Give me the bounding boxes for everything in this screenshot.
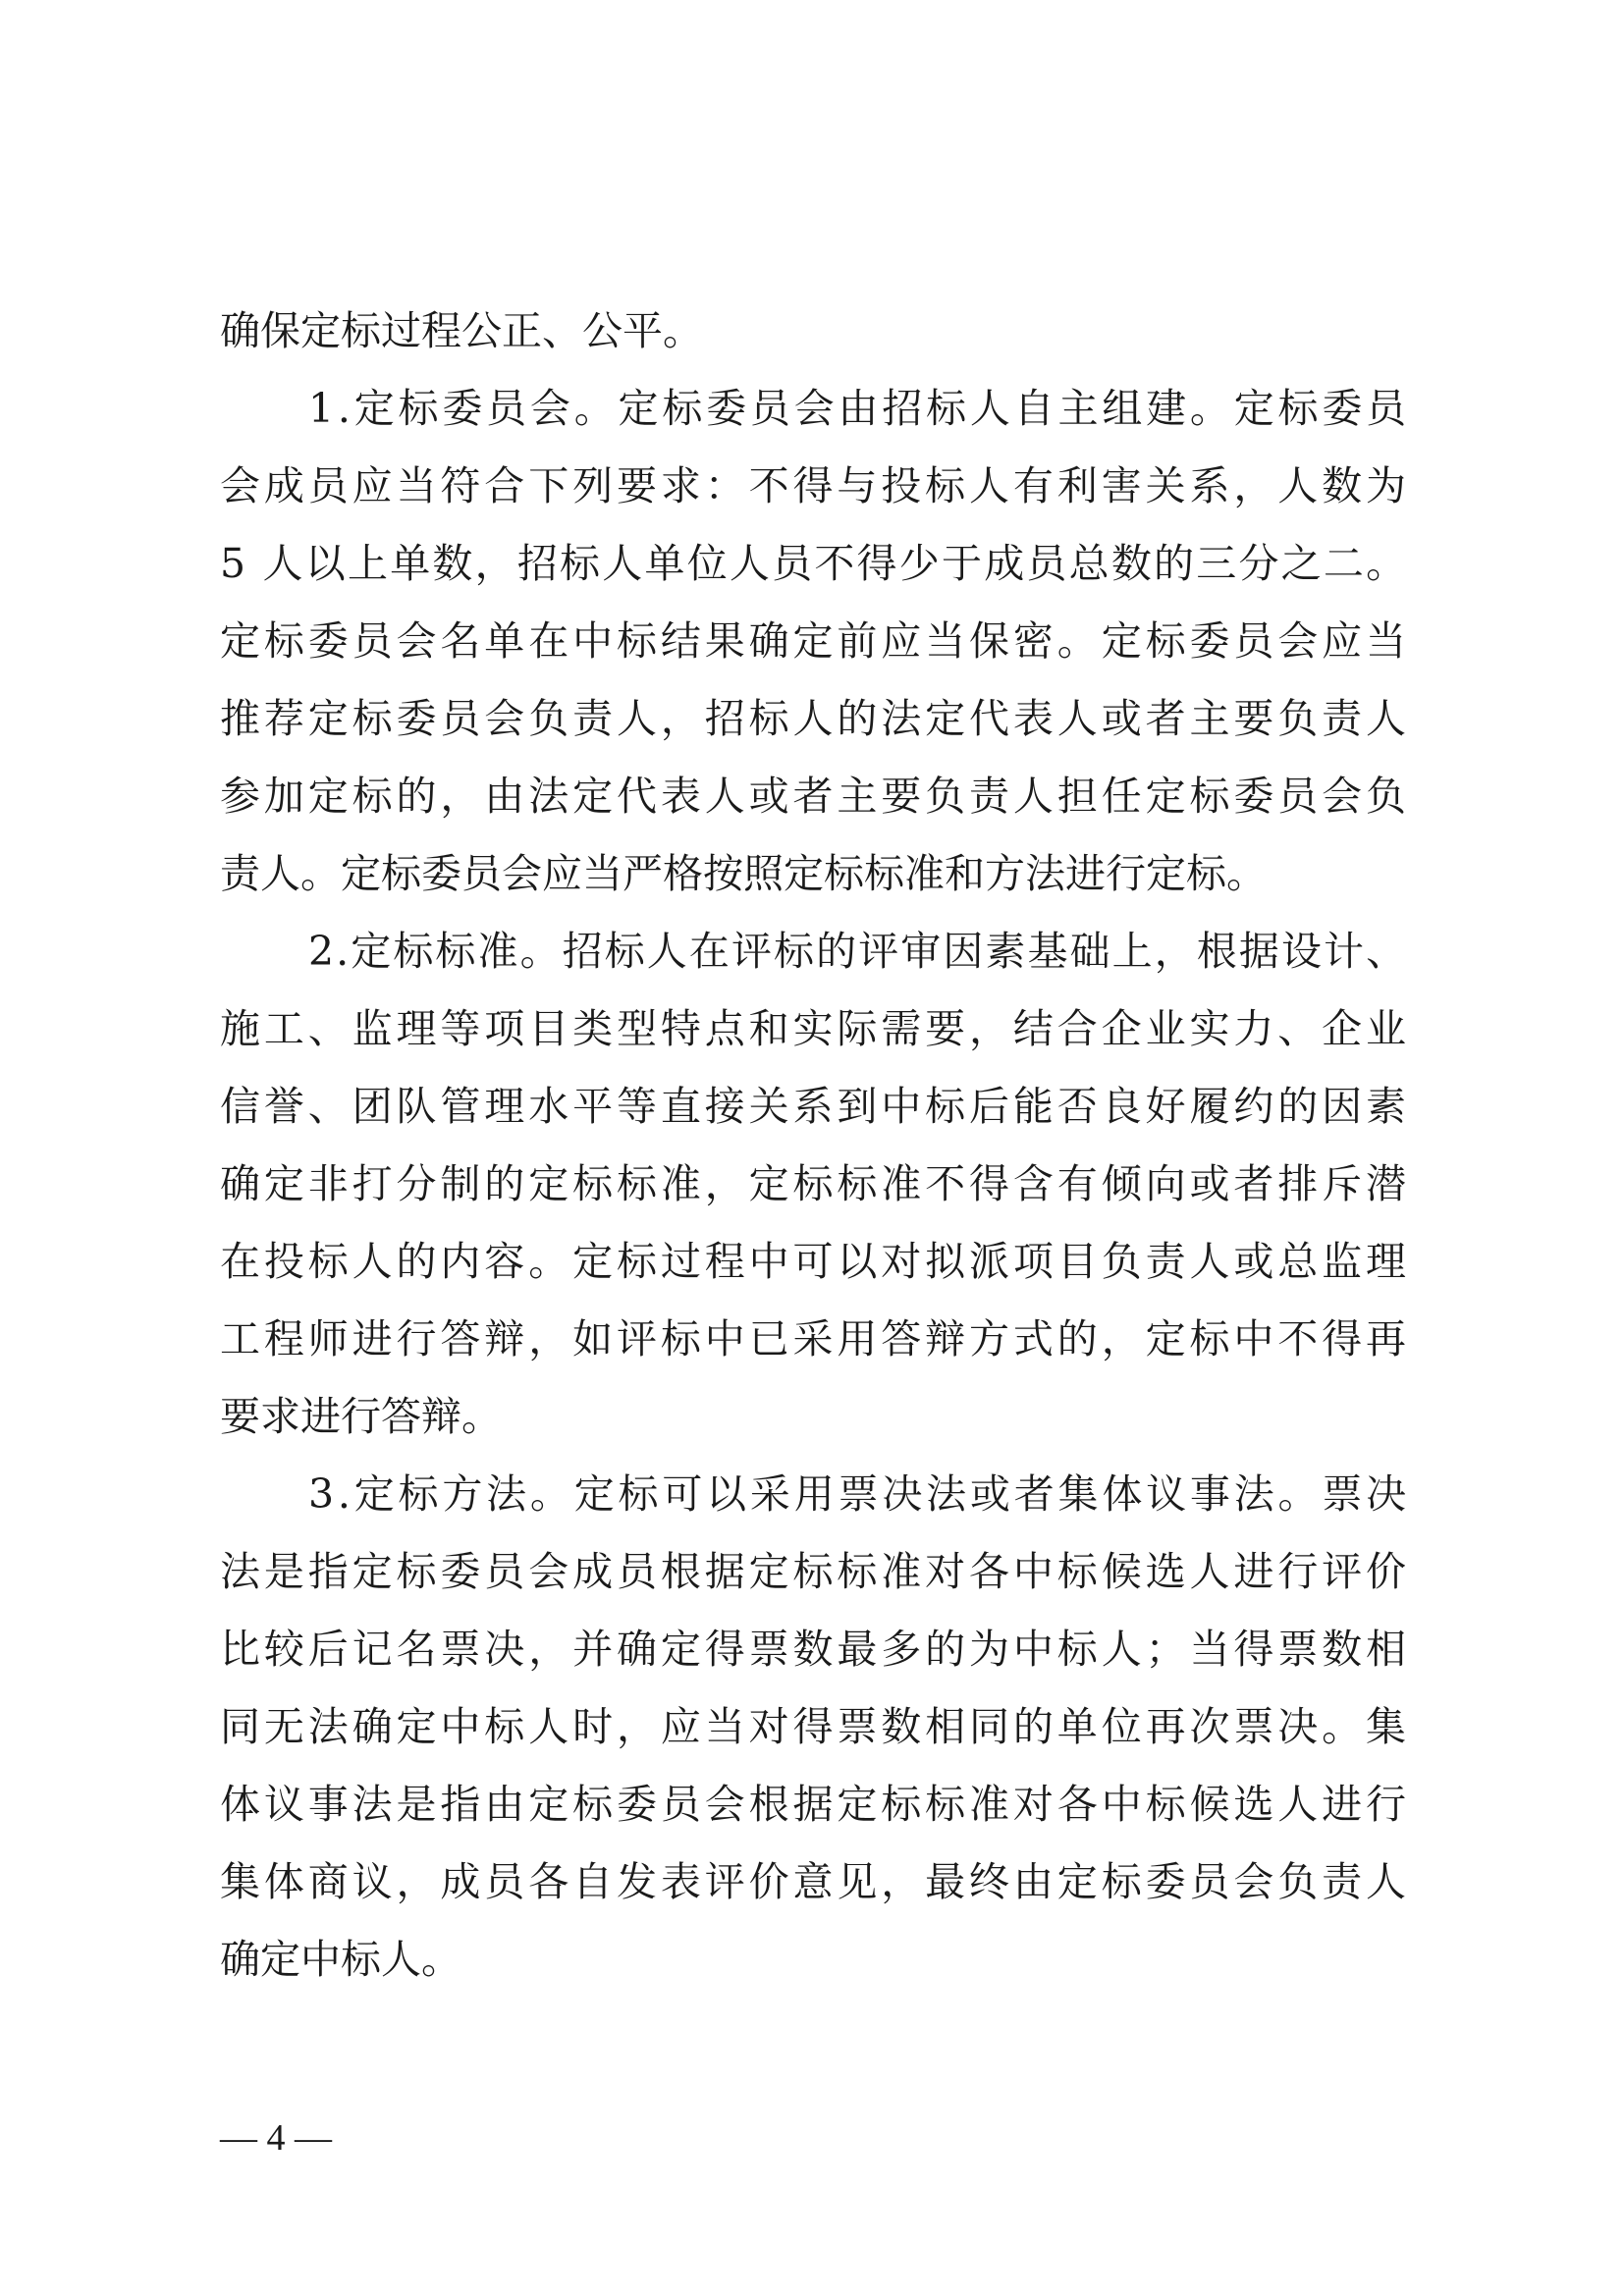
text-line [220, 293, 1406, 370]
text-line [220, 1921, 1406, 1999]
line-text: 会成员应当符合下列要求：不得与投标人有利害关系，人数为 [220, 462, 1410, 509]
text-line [220, 1068, 1410, 1146]
text-line [220, 1378, 1406, 1456]
line-text: 信誉、团队管理水平等直接关系到中标后能否良好履约的因素 [220, 1083, 1410, 1130]
page-number: — 4 — [220, 2117, 332, 2159]
text-line [220, 1301, 1410, 1378]
text-line [220, 603, 1410, 680]
line-text: 比较后记名票决，并确定得票数最多的为中标人；当得票数相 [220, 1626, 1410, 1673]
text-line [220, 835, 1406, 913]
text-line [220, 525, 1409, 603]
line-text: 定标委员会名单在中标结果确定前应当保密。定标委员会应当 [220, 617, 1410, 665]
text-line [220, 1766, 1410, 1843]
line-text: 施工、监理等项目类型特点和实际需要，结合企业实力、企业 [220, 1005, 1410, 1052]
text-line [220, 913, 1409, 990]
text-line [220, 370, 1410, 448]
text-line [220, 1146, 1410, 1223]
text-line [220, 448, 1410, 525]
line-text: 体议事法是指由定标委员会根据定标标准对各中标候选人进行 [220, 1781, 1410, 1828]
text-line [220, 680, 1410, 758]
body-text [220, 293, 1410, 1999]
line-text: 在投标人的内容。定标过程中可以对拟派项目负责人或总监理 [220, 1238, 1410, 1285]
line-text: 法是指定标委员会成员根据定标标准对各中标候选人进行评价 [220, 1548, 1410, 1595]
text-line [220, 1223, 1410, 1301]
line-text: 确保定标过程公正、公平。 [220, 307, 703, 354]
text-line [220, 990, 1410, 1068]
line-text: 1.定标委员会。定标委员会由招标人自主组建。定标委员 [308, 385, 1410, 432]
line-text: 确定非打分制的定标标准，定标标准不得含有倾向或者排斥潜 [220, 1160, 1410, 1207]
line-text: 同无法确定中标人时，应当对得票数相同的单位再次票决。集 [220, 1703, 1410, 1750]
text-line [220, 1843, 1410, 1921]
line-text: 参加定标的，由法定代表人或者主要负责人担任定标委员会负 [220, 773, 1410, 820]
text-line [220, 1456, 1410, 1533]
line-text: 责人。定标委员会应当严格按照定标标准和方法进行定标。 [220, 850, 1267, 897]
line-text: 集体商议，成员各自发表评价意见，最终由定标委员会负责人 [220, 1858, 1410, 1905]
line-text: 确定中标人。 [220, 1936, 461, 1983]
line-text: 2.定标标准。招标人在评标的评审因素基础上，根据设计、 [308, 928, 1409, 975]
line-text: 推荐定标委员会负责人，招标人的法定代表人或者主要负责人 [220, 695, 1410, 742]
text-line [220, 1533, 1410, 1611]
text-line [220, 1688, 1410, 1766]
line-text: 5 人以上单数，招标人单位人员不得少于成员总数的三分之二。 [220, 540, 1409, 587]
text-line [220, 758, 1410, 835]
line-text: 要求进行答辩。 [220, 1393, 502, 1440]
text-line [220, 1611, 1410, 1688]
line-text: 工程师进行答辩，如评标中已采用答辩方式的，定标中不得再 [220, 1315, 1410, 1362]
line-text: 3.定标方法。定标可以采用票决法或者集体议事法。票决 [308, 1470, 1410, 1518]
